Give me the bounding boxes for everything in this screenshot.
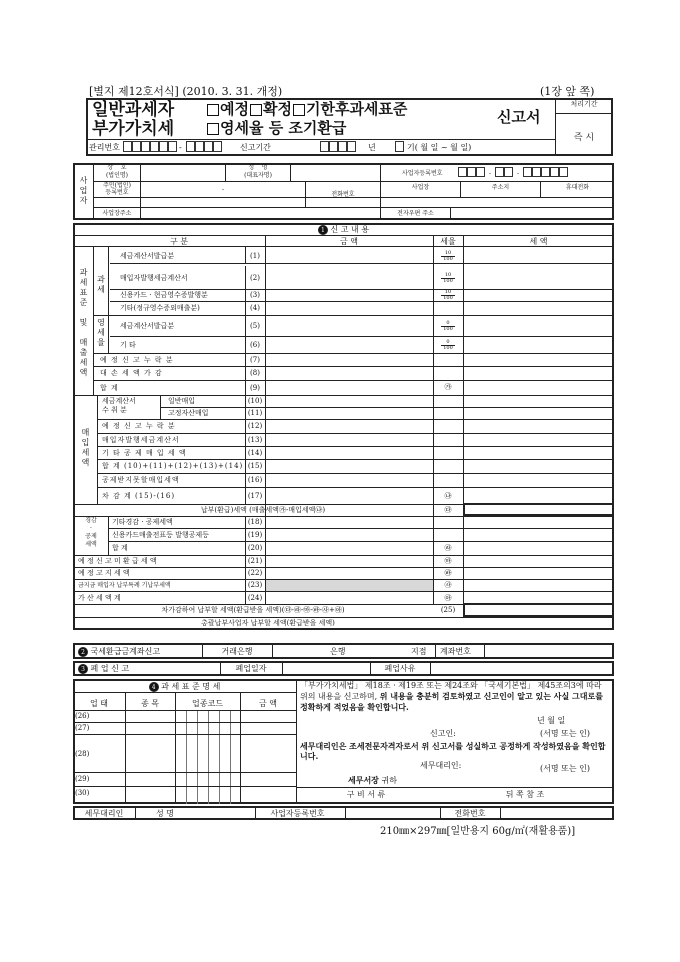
agent-declaration: 세무대리인은 조세전문자격자로서 위 신고서를 성실하고 공정하게 작성하였음을 확인합니다. bbox=[300, 741, 606, 761]
spec-col-item: 종 목 bbox=[141, 699, 159, 708]
other-rate: ㉵ bbox=[444, 593, 452, 602]
tax-base-row-no: (6) bbox=[250, 340, 260, 349]
tax-base-row-no: (7) bbox=[250, 355, 260, 364]
tax-base-row-no: (5) bbox=[250, 321, 260, 330]
tax-base-row-label: 합 계 bbox=[100, 383, 119, 392]
email-label: 전자우편 주소 bbox=[397, 210, 434, 217]
spec-col-code: 업종코드 bbox=[192, 699, 223, 708]
purchase-row-label: 기 타 공 제 매 입 세 액 bbox=[102, 448, 187, 457]
purchase-row-no: (14) bbox=[247, 448, 263, 457]
purchase-row-no: (10) bbox=[247, 397, 263, 405]
spec-col-business: 업 태 bbox=[90, 699, 108, 708]
other-row-label: 예 정 신 고 미 환 급 세 액 bbox=[78, 557, 157, 565]
total-payable-label: 총괄납부사업자 납부할 세액(환급받을 세액) bbox=[201, 619, 335, 627]
other-row-no: (24) bbox=[247, 593, 263, 602]
other-row-no: (23) bbox=[247, 581, 263, 589]
closure-date-label: 폐업일자 bbox=[235, 664, 267, 673]
option-early-refund: 영세율 등 조기환급 bbox=[220, 119, 347, 137]
paper-spec: 210㎜×297㎜[일반용지 60g/㎡(재활용품)] bbox=[380, 826, 576, 837]
purchase-row-no: (13) bbox=[247, 435, 263, 444]
col-rate: 세율 bbox=[440, 237, 456, 246]
final-label: 차가감하여 납부할 세액(환급받을 세액)(㉰-㉱-㉲-㉳-㉴+㉵) bbox=[161, 606, 345, 614]
purchase-row-label: 매입자발행세금계산서 bbox=[102, 435, 180, 444]
tax-office-label: 세무서장 귀하 bbox=[348, 775, 397, 785]
tax-base-row-label: 세금계산서발급분 bbox=[120, 321, 175, 330]
deduction-rate: ㉱ bbox=[444, 544, 452, 552]
spec-row-30: (30) bbox=[75, 789, 90, 797]
purchase-row-label: 예 정 신 고 누 락 분 bbox=[102, 422, 176, 430]
tax-base-rate: $\frac{10}{100}$ bbox=[441, 251, 455, 262]
agent-sign-label: 세무대리인: bbox=[420, 761, 462, 770]
other-row-no: (21) bbox=[247, 557, 263, 565]
tax-base-rate: $\frac{10}{100}$ bbox=[441, 290, 455, 301]
late-checkbox[interactable] bbox=[293, 104, 305, 116]
spec-col-amount: 금 액 bbox=[259, 699, 277, 708]
spec-title: 4 과 세 표 준 명 세 bbox=[73, 682, 296, 692]
phone-home-label: 주소지 bbox=[491, 184, 510, 191]
purchase-sub-label: 고정자산매입 bbox=[168, 409, 209, 417]
other-row-label: 금지금 매입자 납부특례 기납부세액 bbox=[78, 582, 171, 589]
purchase-row-no: (11) bbox=[247, 409, 263, 417]
col-tax: 세 액 bbox=[529, 237, 548, 246]
option-preliminary: 예정 bbox=[220, 100, 249, 118]
purchase-row-no: (15) bbox=[247, 462, 263, 470]
final-checkbox[interactable] bbox=[250, 104, 262, 116]
early-refund-checkbox[interactable] bbox=[207, 123, 219, 135]
title-options-1 bbox=[206, 100, 407, 119]
tax-base-row-no: (3) bbox=[250, 291, 260, 299]
other-rate: ㉴ bbox=[444, 581, 452, 589]
preliminary-checkbox[interactable] bbox=[207, 104, 219, 116]
title-suffix: 신고서 bbox=[497, 108, 541, 126]
deduction-row-label: 합 계 bbox=[112, 544, 128, 552]
bank-label: 거래은행 bbox=[221, 647, 253, 656]
col-amount: 금 액 bbox=[340, 237, 358, 246]
spec-row-29: (29) bbox=[75, 775, 90, 783]
shaded-cell bbox=[266, 580, 433, 591]
deduction-row-no: (19) bbox=[247, 530, 263, 539]
col-category: 구 분 bbox=[170, 237, 188, 246]
business-name-label: 상 호 (법인명) bbox=[105, 164, 129, 179]
option-final: 확정 bbox=[262, 100, 292, 118]
payable-label: 납부(환급)세액 (매출세액㉮-매입세액㉯) bbox=[200, 506, 326, 514]
tax-base-row-label: 세금계산서발급분 bbox=[120, 251, 175, 260]
title-options-2 bbox=[206, 119, 346, 138]
form-header-right: (1장 앞 쪽) bbox=[540, 85, 595, 98]
tax-base-row-no: (9) bbox=[250, 383, 260, 392]
option-late: 기한후과세표준 bbox=[305, 100, 408, 118]
address-label: 사업장주소 bbox=[102, 210, 132, 217]
other-row-label: 가 산 세 액 계 bbox=[78, 593, 121, 602]
purchase-row-label: 합 계 (10)+(11)+(12)+(13)+(14) bbox=[102, 462, 244, 470]
spec-row-27: (27) bbox=[75, 724, 90, 732]
phone-mobile-label: 휴대전화 bbox=[565, 184, 590, 191]
docs-ref: 뒤 쪽 참 조 bbox=[505, 790, 545, 799]
deduction-row-no: (20) bbox=[247, 544, 263, 552]
other-row-label: 예 정 고 지 세 액 bbox=[78, 569, 130, 577]
deduction-row-no: (18) bbox=[247, 518, 263, 526]
phone-office-label: 사업장 bbox=[411, 184, 430, 191]
section1-title: 1 신 고 내 용 bbox=[73, 225, 614, 235]
payable-rate: ㉰ bbox=[444, 506, 452, 514]
tax-base-row-no: (2) bbox=[250, 273, 260, 282]
spec-row-26: (26) bbox=[75, 712, 90, 720]
purchase-row-label: 공제받지못할매입세액 bbox=[102, 476, 180, 484]
invoice-received-label: 세금계산서 수 취 분 bbox=[102, 397, 136, 414]
deduction-row-label: 기타경감 · 공제세액 bbox=[112, 518, 173, 526]
signer-label: 신고인: bbox=[430, 729, 456, 738]
tax-base-row-label: 신용카드 · 현금영수증발행분 bbox=[120, 291, 208, 299]
deduction-row-label: 신용카드매출전표등 발행공제등 bbox=[112, 530, 209, 539]
account-label: 계좌번호 bbox=[440, 647, 471, 656]
agent-name-label: 성 명 bbox=[156, 809, 174, 818]
quarter-label: 기( 월 일 ~ 월 일) bbox=[407, 143, 472, 152]
tax-base-row-no: (4) bbox=[250, 304, 260, 312]
tax-base-row-label: 매입자발행세금계산서 bbox=[120, 273, 188, 282]
closure-reason-label: 폐업사유 bbox=[384, 664, 416, 673]
tax-base-row-no: (1) bbox=[250, 251, 260, 260]
tax-base-row-label: 예 정 신 고 누 락 분 bbox=[100, 355, 174, 364]
processing-period-value: 즉 시 bbox=[573, 133, 595, 143]
branch-label: 지점 bbox=[411, 647, 427, 656]
title-line2: 부가가치세 bbox=[92, 119, 175, 139]
purchase-row-no: (17) bbox=[247, 491, 263, 500]
final-no: (25) bbox=[440, 606, 456, 614]
tax-base-row-label: 대 손 세 액 가 감 bbox=[100, 369, 163, 377]
signer-sign: (서명 또는 인) bbox=[540, 729, 590, 738]
processing-period-label: 처리기간 bbox=[570, 100, 598, 108]
closure-label: 3 폐 업 신 고 bbox=[78, 664, 129, 674]
zero-rate-sub: 영 세 율 bbox=[97, 318, 105, 347]
tax-base-rate: $\frac{0}{100}$ bbox=[441, 340, 455, 351]
reg-no-label: 사업자등록번호 bbox=[402, 170, 443, 177]
agent-regno-label: 사업자등록번호 bbox=[270, 809, 325, 818]
agent-phone-label: 전화번호 bbox=[454, 809, 486, 818]
purchase-row-no: (12) bbox=[247, 422, 263, 430]
business-side-label: 사 업 자 bbox=[79, 176, 88, 205]
mgmt-number-label: 관리번호 bbox=[89, 143, 120, 152]
title-line1: 일반과세자 bbox=[92, 100, 175, 120]
tax-base-row-label: 기타(정규영수증외매출분) bbox=[120, 304, 200, 312]
purchase-rate: ㉯ bbox=[444, 491, 452, 500]
deduction-side: 경감 · 공제 세액 bbox=[85, 517, 97, 548]
closure-row bbox=[73, 661, 614, 676]
purchase-row-label: 차 감 계 (15)-(16) bbox=[102, 491, 176, 500]
declaration-date: 년 월 일 bbox=[537, 716, 566, 725]
tax-base-row-label: 기 타 bbox=[120, 340, 136, 349]
refund-label: 2 국세환급금계좌신고 bbox=[78, 647, 160, 657]
tax-base-rate: $\frac{0}{100}$ bbox=[441, 321, 455, 332]
declaration-text: 「부가가치세법」 제18조 · 제19조 또는 제24조와 「국세기본법」 제45조의3에 따라 위의 내용을 신고하며, 위 내용을 충분히 검토하였고 신고인이 알고 있는 사실 그대로를 정확하게 적었음을 확인합니다. bbox=[300, 681, 603, 712]
agent-label: 세무대리인 bbox=[84, 809, 124, 818]
purchase-side: 매 입 세 액 bbox=[81, 428, 90, 467]
year-label: 년 bbox=[368, 143, 376, 152]
taxable-sub: 과 세 bbox=[97, 275, 105, 294]
docs-label: 구 비 서 류 bbox=[346, 790, 386, 799]
bank-unit: 은행 bbox=[330, 647, 346, 656]
spec-row-28: (28) bbox=[75, 750, 90, 758]
tax-base-rate: ㉮ bbox=[444, 382, 452, 391]
other-rate: ㉲ bbox=[444, 557, 452, 565]
resident-no-label: 주민(법인) 등록번호 bbox=[103, 182, 131, 196]
filing-period-label: 신고기간 bbox=[240, 143, 271, 152]
agent-sign: (서명 또는 인) bbox=[540, 764, 590, 773]
tax-base-rate: $\frac{10}{100}$ bbox=[441, 273, 455, 284]
tax-base-row-no: (8) bbox=[250, 369, 260, 377]
representative-label: 성 명 (대표자명) bbox=[244, 164, 272, 179]
purchase-sub-label: 일반매입 bbox=[168, 397, 196, 405]
tax-base-side: 과 세 표 준 및 매 출 세 액 bbox=[79, 268, 88, 377]
other-rate: ㉳ bbox=[444, 569, 452, 577]
other-row-no: (22) bbox=[247, 569, 263, 577]
purchase-row-no: (16) bbox=[247, 476, 263, 484]
phone-label: 전화번호 bbox=[331, 191, 355, 198]
form-header-left: [별지 제12호서식] (2010. 3. 31. 개정) bbox=[89, 85, 283, 98]
